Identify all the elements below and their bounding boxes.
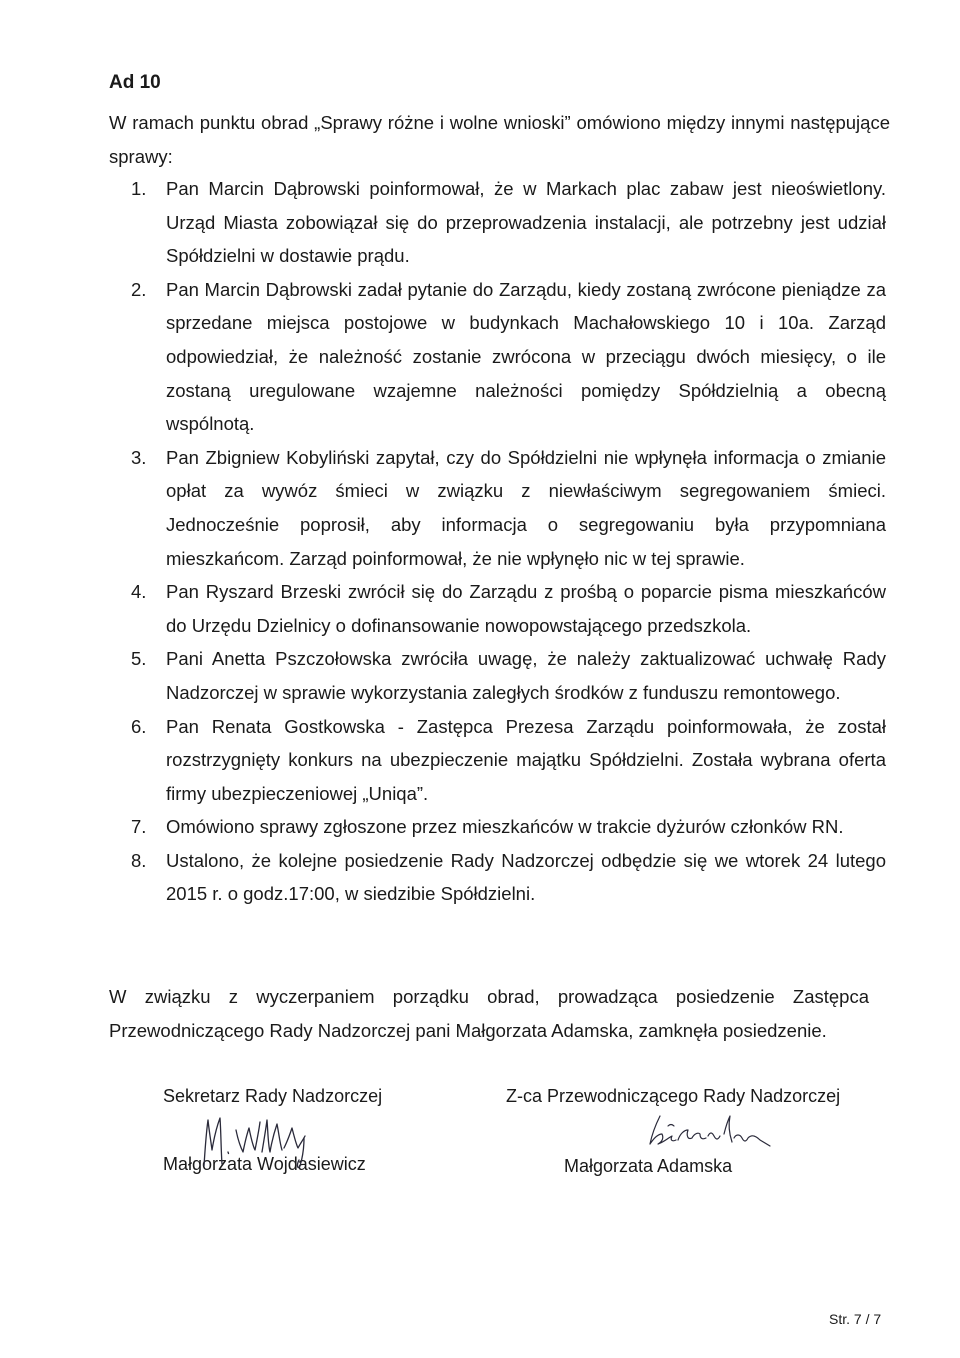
item-text: Pan Marcin Dąbrowski zadał pytanie do Zarządu, kiedy zostaną zwrócone pieniądze za sprzedane miejsca postojowe w budynkach Machałowskiego 10 i 10a. Zarząd odpowiedział, że należność zostanie zwrócona w przeciągu dwóch miesięcy, o ile zostaną uregulowane wzajemne należności pomiędzy Spółdzielnią a obecną wspólnotą. [166, 278, 886, 435]
item-number: 8. [131, 849, 147, 871]
handwritten-signature-right [646, 1112, 776, 1157]
item-number: 6. [131, 715, 147, 737]
list-item [131, 710, 886, 811]
agenda-list [131, 172, 886, 911]
item-number: 3. [131, 446, 147, 468]
signatory-role: Sekretarz Rady Nadzorczej [163, 1086, 383, 1106]
section-heading: Ad 10 [109, 72, 161, 93]
item-text: Pan Renata Gostkowska - Zastępca Prezesa Zarządu poinformowała, że został rozstrzygnięty konkurs na ubezpieczenie majątku Spółdzielni. Została wybrana oferta firmy ubezpieczeniowej „Uniqa”. [166, 715, 886, 804]
list-item [131, 844, 886, 911]
list-item [131, 273, 886, 441]
item-text: Pan Marcin Dąbrowski poinformował, że w Markach plac zabaw jest nieoświetlony. Urząd Miasta zobowiązał się do przeprowadzenia instalacji, ale potrzebny jest udział Spółdzielni w dostawie prądu. [166, 178, 886, 267]
item-number: 1. [131, 178, 147, 199]
item-text: Omówiono sprawy zgłoszone przez mieszkańców w trakcie dyżurów członków RN. [166, 816, 844, 838]
signatory-name: Małgorzata Adamska [564, 1156, 733, 1176]
signatory-role: Z-ca Przewodniczącego Rady Nadzorczej [506, 1086, 841, 1106]
handwritten-signature-left [200, 1100, 340, 1170]
item-text: Pani Anetta Pszczołowska zwróciła uwagę, że należy zaktualizować uchwałę Rady Nadzorczej w sprawie wykorzystania zaległych środków z funduszu remontowego. [166, 648, 886, 703]
item-text: Pan Ryszard Brzeski zwrócił się do Zarządu z prośbą o poparcie pisma mieszkańców do Urzędu Dzielnicy o dofinansowanie nowopowstającego przedszkola. [166, 581, 886, 636]
item-number: 2. [131, 278, 147, 300]
item-number: 7. [131, 816, 147, 838]
item-text: Pan Zbigniew Kobyliński zapytał, czy do Spółdzielni nie wpłynęła informacja o zmianie opłat za wywóz śmieci w związku z niewłaściwym segregowaniem śmieci. Jednocześnie poprosił, aby informacja o segregowaniu była przypomniana mieszkańcom. Zarząd poinformował, że nie wpłynęło nic w tej sprawie. [166, 446, 886, 569]
signatory-name: Małgorzata Wojdasiewicz [163, 1154, 366, 1174]
signature-block-vice-chair [506, 1084, 886, 1176]
item-text: Ustalono, że kolejne posiedzenie Rady Nadzorczej odbędzie się we wtorek 24 lutego 2015 r. o godz.17:00, w siedzibie Spółdzielni. [166, 849, 886, 905]
intro-paragraph: W ramach punktu obrad „Sprawy różne i wolne wnioski” omówiono między innymi następujące sprawy: [109, 112, 890, 167]
list-item [131, 575, 886, 642]
closing-paragraph: W związku z wyczerpaniem porządku obrad, prowadząca posiedzenie Zastępca Przewodniczącego Rady Nadzorczej pani Małgorzata Adamska, zamknęła posiedzenie. [109, 986, 869, 1041]
list-item [131, 172, 886, 273]
list-item [131, 642, 886, 709]
item-number: 4. [131, 581, 147, 603]
page-number: Str. 7 / 7 [829, 1311, 882, 1327]
list-item [131, 441, 886, 575]
list-item [131, 810, 886, 844]
item-number: 5. [131, 648, 147, 670]
